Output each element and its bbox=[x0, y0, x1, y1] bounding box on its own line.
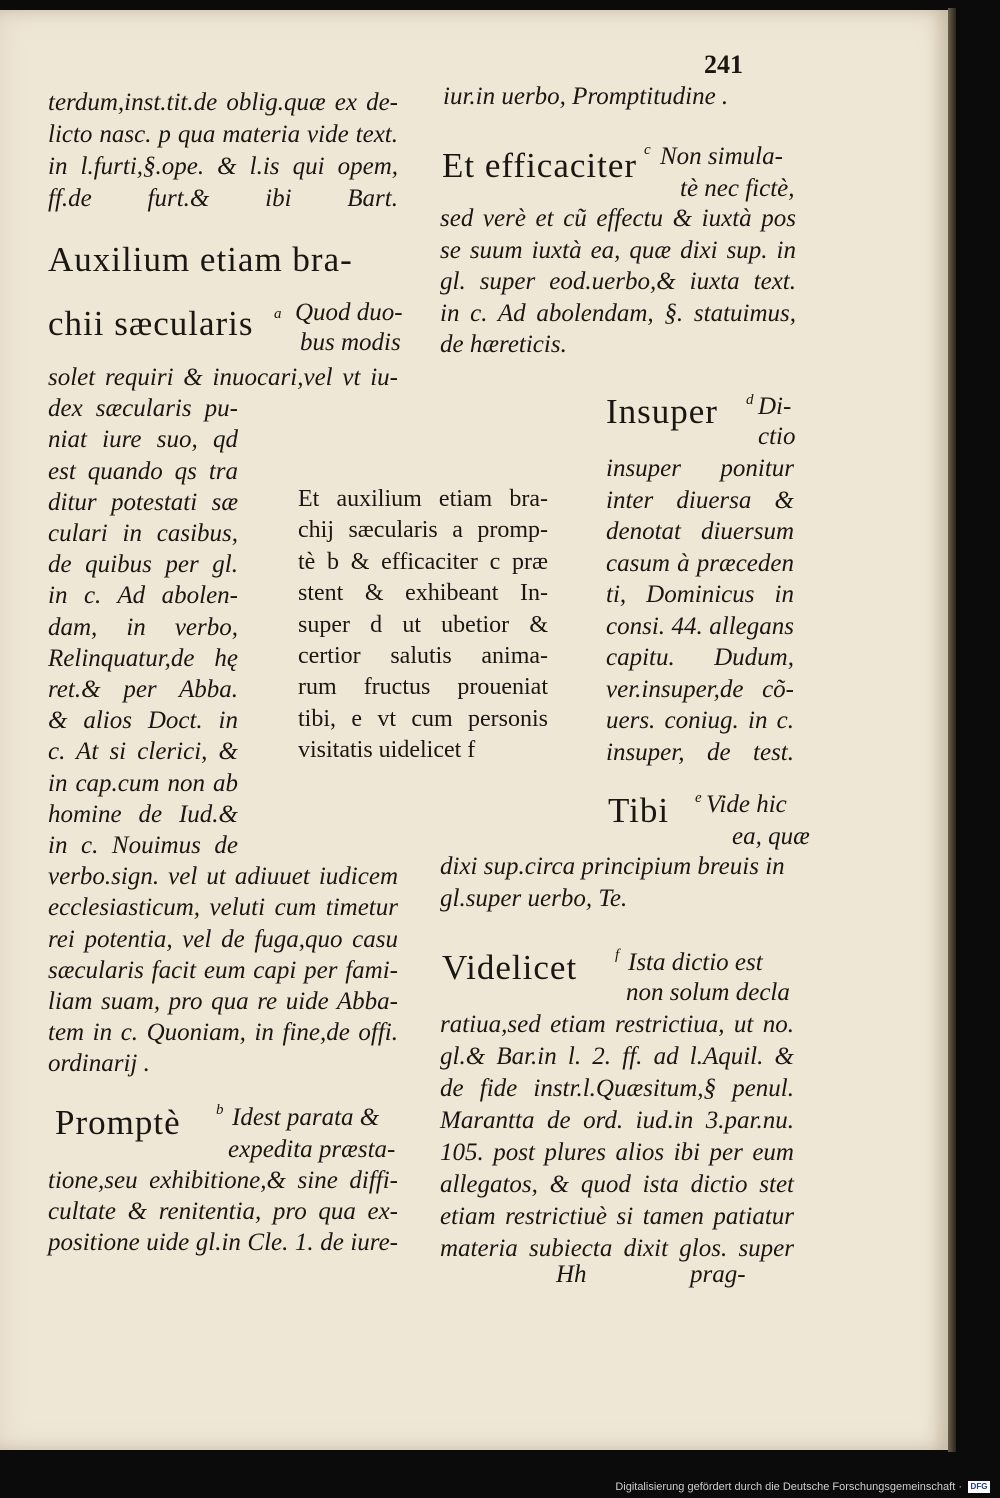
gloss-line: insuper, de test. bbox=[606, 738, 794, 766]
lemma-auxilium: Auxilium etiam bra- bbox=[48, 240, 353, 279]
gloss-line: inter diuersa & bbox=[606, 486, 794, 514]
gloss-line: de quibus per gl. bbox=[48, 551, 238, 579]
gloss-line: niat iure suo, qd bbox=[48, 426, 238, 454]
gloss-line: culari in casibus, bbox=[48, 520, 238, 547]
gloss-line: Di- bbox=[758, 393, 792, 420]
gloss-line: ditur potestati sæ bbox=[48, 488, 238, 516]
main-text-line: certior salutis anima- bbox=[298, 643, 548, 669]
gloss-line: insuper ponitur bbox=[606, 455, 794, 482]
gloss-line: ecclesiasticum, veluti cum timetur bbox=[48, 894, 398, 922]
gloss-line: tem in c. Quoniam, in fine,de offi. bbox=[48, 1019, 398, 1047]
left-gloss-line: ff.de furt.& ibi Bart. bbox=[48, 185, 398, 212]
gloss-line: tè nec fictè, bbox=[680, 175, 795, 202]
main-text-line: chij sæcularis a promp- bbox=[298, 517, 548, 544]
gloss-line: allegatos, & quod ista dictio stet bbox=[440, 1171, 794, 1198]
gloss-line: cultate & renitentia, pro qua ex- bbox=[48, 1198, 398, 1225]
gloss-line: dam, in verbo, bbox=[48, 613, 238, 641]
gloss-line: Relinquatur,de hę bbox=[48, 644, 238, 672]
gloss-line: sed verè et cũ effectu & iuxtà pos bbox=[440, 205, 796, 232]
lemma-tibi: Tibi bbox=[608, 791, 670, 830]
gloss-line: ea, quæ bbox=[732, 823, 810, 850]
gloss-line: rei potentia, vel de fuga,quo casu bbox=[48, 925, 398, 953]
lemma-videlicet: Videlicet bbox=[442, 948, 578, 987]
gloss-line: denotat diuersum bbox=[606, 518, 794, 545]
gloss-line: casum à præceden bbox=[606, 549, 794, 577]
main-text-line: super d ut ubetior & bbox=[298, 611, 548, 638]
gloss-line: consi. 44. allegans bbox=[606, 612, 794, 640]
gloss-line: sæcularis facit eum capi per fami- bbox=[48, 956, 398, 984]
gloss-line: gl.super uerbo, Te. bbox=[440, 885, 628, 912]
note-mark: a bbox=[274, 306, 282, 322]
catchword: prag- bbox=[690, 1261, 746, 1288]
lemma-efficaciter: Et efficaciter bbox=[442, 146, 638, 185]
gloss-line: est quando qs tra bbox=[48, 457, 238, 485]
gloss-line: ratiua,sed etiam restrictiua, ut no. bbox=[440, 1011, 794, 1038]
gloss-line: uers. coniug. in c. bbox=[606, 707, 794, 734]
main-text-line: tibi, e vt cum personis bbox=[298, 705, 548, 732]
left-gloss-line: licto nasc. p qua materia vide text. bbox=[48, 121, 398, 148]
gloss-line: 105. post plures alios ibi per eum bbox=[440, 1139, 794, 1166]
gloss-line: gl.& Bar.in l. 2. ff. ad l.Aquil. & bbox=[440, 1043, 794, 1070]
page-edge bbox=[948, 8, 956, 1452]
left-gloss-line: in l.furti,§.ope. & l.is qui opem, bbox=[48, 153, 398, 180]
dfg-logo-icon: DFG bbox=[968, 1481, 990, 1493]
gloss-line: ret.& per Abba. bbox=[48, 676, 238, 703]
gloss-line: gl. super eod.uerbo,& iuxta text. bbox=[440, 268, 796, 295]
gloss-line: Non simula- bbox=[660, 143, 783, 170]
left-gloss-line: terdum,inst.tit.de oblig.quæ ex de- bbox=[48, 89, 398, 116]
gloss-line: ti, Dominicus in bbox=[606, 581, 794, 608]
signature-mark: Hh bbox=[556, 1261, 587, 1288]
note-mark: e bbox=[695, 790, 702, 806]
note-mark: d bbox=[746, 392, 754, 408]
lemma-insuper: Insuper bbox=[606, 392, 718, 431]
dfg-credit-footer bbox=[615, 1480, 990, 1494]
gloss-line: solet requiri & inuocari,vel vt iu- bbox=[48, 364, 398, 391]
main-text-line: visitatis uidelicet f bbox=[298, 737, 476, 764]
gloss-line: bus modis bbox=[300, 329, 401, 356]
gloss-line: c. At si clerici, & bbox=[48, 738, 238, 766]
gloss-line: positione uide gl.in Cle. 1. de iure- bbox=[48, 1229, 398, 1256]
gloss-line: & alios Doct. in bbox=[48, 707, 238, 735]
gloss-line: ctio bbox=[758, 423, 796, 450]
gloss-line: liam suam, pro qua re uide Abba- bbox=[48, 988, 398, 1015]
gloss-line: materia subiecta dixit glos. super bbox=[440, 1235, 794, 1262]
gloss-line: in cap.cum non ab bbox=[48, 769, 238, 797]
note-mark: c bbox=[644, 142, 651, 158]
note-mark: f bbox=[615, 947, 620, 963]
gloss-line: Quod duo- bbox=[295, 299, 403, 326]
gloss-line: non solum decla bbox=[626, 979, 790, 1006]
gloss-line: dex sæcularis pu- bbox=[48, 395, 238, 423]
gloss-line: dixi sup.circa principium breuis in bbox=[440, 853, 785, 880]
gloss-line: ver.insuper,de cõ- bbox=[606, 675, 794, 703]
right-gloss-line: iur.in uerbo, Promptitudine . bbox=[443, 83, 729, 110]
gloss-line: verbo.sign. vel ut adiuuet iudicem bbox=[48, 863, 398, 891]
lemma-auxilium: chii sæcularis bbox=[48, 304, 254, 343]
page-number: 241 bbox=[704, 50, 743, 79]
gloss-line: de fide instr.l.Quæsitum,§ penul. bbox=[440, 1075, 794, 1102]
gloss-line: Marantta de ord. iud.in 3.par.nu. bbox=[440, 1107, 794, 1134]
main-text-line: stent & exhibeant In- bbox=[298, 580, 548, 607]
lemma-prompte: Promptè bbox=[55, 1103, 181, 1142]
footer-text: Digitalisierung gefördert durch die Deutsche Forschungsgemeinschaft · bbox=[615, 1481, 962, 1493]
gloss-line: Vide hic bbox=[706, 791, 787, 818]
gloss-line: in c. Ad abolendam, §. statuimus, bbox=[440, 299, 796, 327]
gloss-line: se suum iuxtà ea, quæ dixi sup. in bbox=[440, 236, 796, 264]
gloss-line: homine de Iud.& bbox=[48, 800, 238, 828]
gloss-line: de hæreticis. bbox=[440, 331, 567, 358]
main-text-line: rum fructus proueniat bbox=[298, 674, 548, 701]
gloss-line: etiam restrictiuè si tamen patiatur bbox=[440, 1203, 794, 1230]
gloss-line: in c. Ad abolen- bbox=[48, 582, 238, 610]
gloss-line: expedita præsta- bbox=[228, 1136, 396, 1163]
gloss-line: ordinarij . bbox=[48, 1050, 150, 1078]
gloss-line: capitu. Dudum, bbox=[606, 644, 794, 671]
gloss-line: tione,seu exhibitione,& sine diffi- bbox=[48, 1167, 398, 1194]
gloss-line: Ista dictio est bbox=[628, 949, 763, 976]
gloss-line: Idest parata & bbox=[232, 1104, 380, 1131]
main-text-line: tè b & efficaciter c præ bbox=[298, 548, 548, 575]
gloss-line: in c. Nouimus de bbox=[48, 832, 238, 859]
note-mark: b bbox=[216, 1102, 224, 1118]
main-text-line: Et auxilium etiam bra- bbox=[298, 486, 548, 512]
